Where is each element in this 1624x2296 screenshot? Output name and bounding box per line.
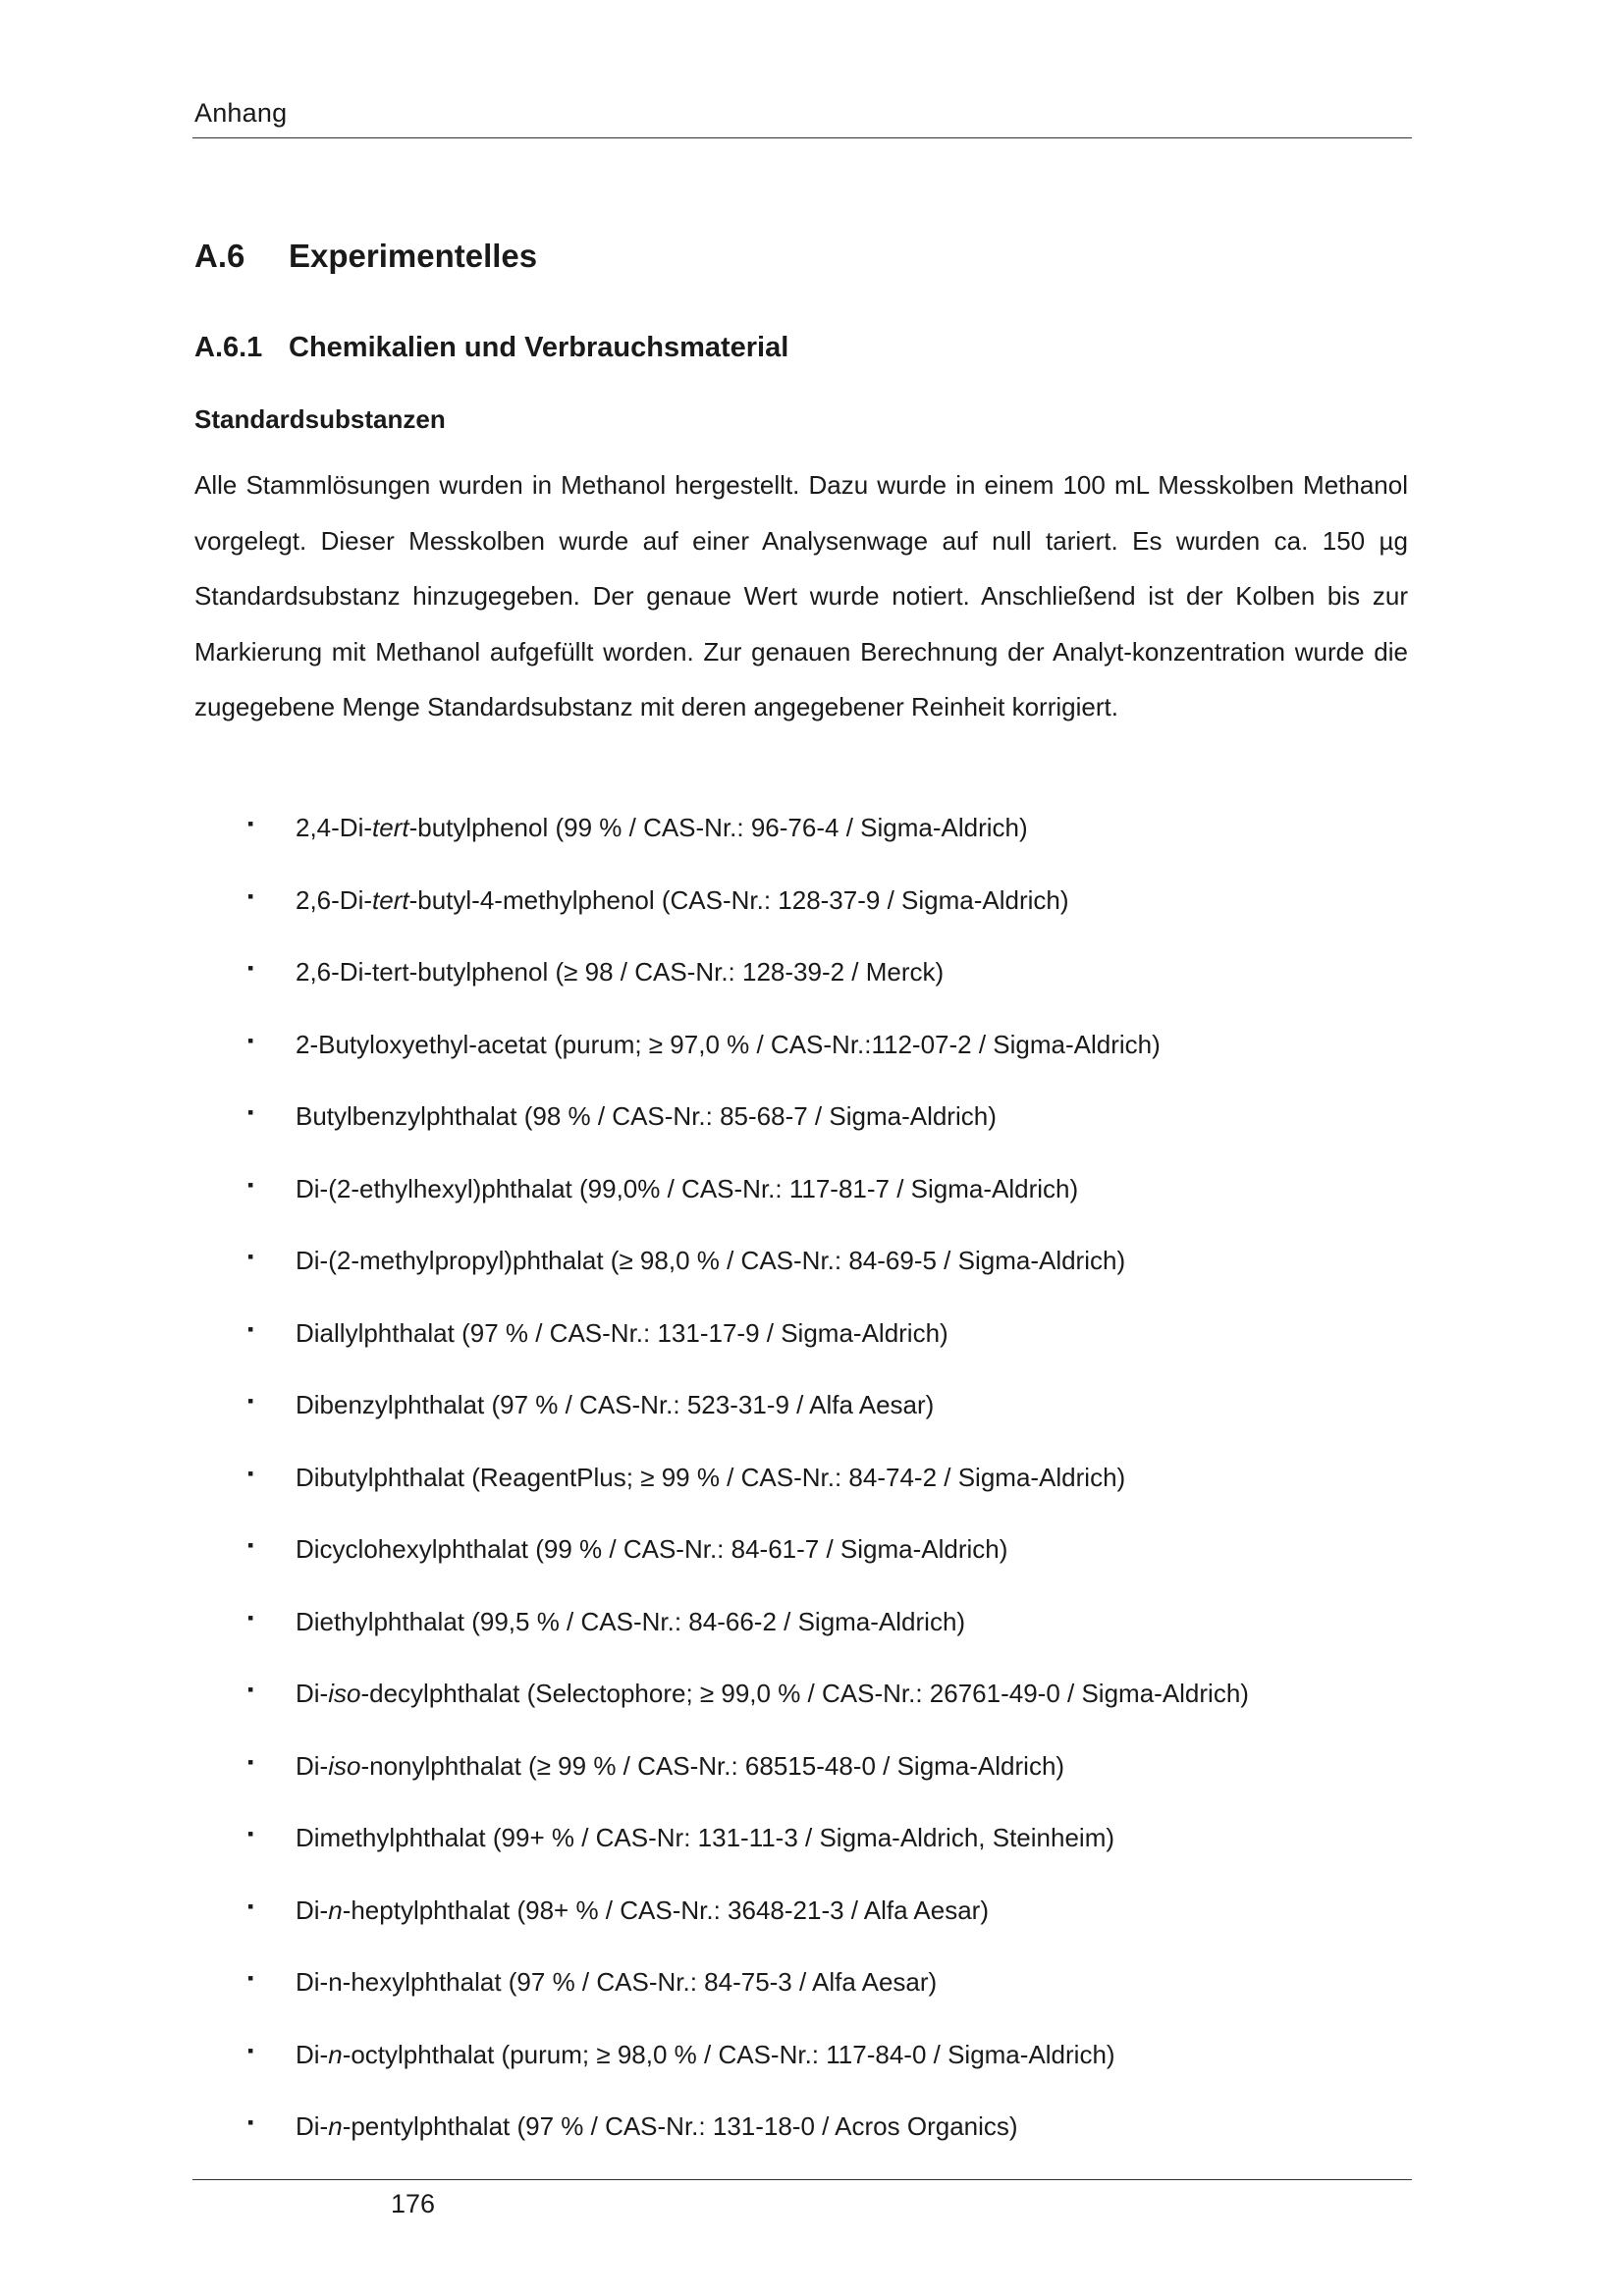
list-item <box>194 2102 1408 2174</box>
bullet-icon: ▪ <box>247 958 254 978</box>
item-text: Diethylphthalat (99,5 % / CAS-Nr.: 84-66-2 / Sigma-Aldrich) <box>296 1606 966 1636</box>
list-item <box>194 1164 1408 1237</box>
bullet-icon: ▪ <box>247 1318 254 1339</box>
list-item <box>194 1957 1408 2030</box>
substance-list <box>194 803 1408 2174</box>
list-item <box>194 947 1408 1020</box>
subsection-number: A.6.1 <box>194 332 263 363</box>
item-italic-text: n <box>328 2111 343 2141</box>
list-item <box>194 2030 1408 2103</box>
item-text: Dicyclohexylphthalat (99 % / CAS-Nr.: 84-61-7 / Sigma-Aldrich) <box>296 1534 1008 1564</box>
list-item <box>194 1886 1408 1958</box>
item-text-continued: -heptylphthalat (98+ % / CAS-Nr.: 3648-21-3 / Alfa Aesar) <box>342 1895 989 1925</box>
footer-rule <box>192 2179 1412 2180</box>
list-item <box>194 1380 1408 1453</box>
item-text: Di-(2-ethylhexyl)phthalat (99,0% / CAS-Nr.: 117-81-7 / Sigma-Aldrich) <box>296 1173 1079 1203</box>
running-header: Anhang <box>194 98 288 128</box>
item-italic-text: iso <box>328 1750 361 1781</box>
item-text: Di- <box>296 2111 329 2141</box>
item-text: Di- <box>296 1895 329 1925</box>
subheading: Standardsubstanzen <box>194 404 446 434</box>
item-text: Di- <box>296 1679 329 1708</box>
bullet-icon: ▪ <box>247 1896 254 1916</box>
bullet-icon: ▪ <box>247 1535 254 1555</box>
list-item <box>194 1524 1408 1597</box>
bullet-icon: ▪ <box>247 1102 254 1122</box>
bullet-icon: ▪ <box>247 885 254 906</box>
bullet-icon: ▪ <box>247 1030 254 1050</box>
subsection-title: Chemikalien und Verbrauchsmaterial <box>289 332 789 363</box>
item-text: 2-Butyloxyethyl-acetat (purum; ≥ 97,0 % / CAS-Nr.:112-07-2 / Sigma-Aldrich) <box>296 1029 1161 1059</box>
list-item <box>194 803 1408 876</box>
subsection-heading <box>194 332 788 364</box>
bullet-icon: ▪ <box>247 1607 254 1628</box>
section-number: A.6 <box>194 238 245 274</box>
list-item <box>194 1236 1408 1308</box>
bullet-icon: ▪ <box>247 1968 254 1988</box>
item-text: 2,4-Di- <box>296 813 373 842</box>
item-text: Di- <box>296 1750 329 1781</box>
list-item <box>194 876 1408 948</box>
item-italic-text: iso <box>328 1679 361 1708</box>
item-text-continued: -butyl-4-methylphenol (CAS-Nr.: 128-37-9 / Sigma-Aldrich) <box>408 884 1069 915</box>
item-text: Di- <box>296 2039 329 2069</box>
list-item <box>194 1308 1408 1381</box>
list-item <box>194 1669 1408 1741</box>
item-text: Di-n-hexylphthalat (97 % / CAS-Nr.: 84-75-3 / Alfa Aesar) <box>296 1967 938 1997</box>
list-item <box>194 1092 1408 1164</box>
item-text-continued: -octylphthalat (purum; ≥ 98,0 % / CAS-Nr.: 117-84-0 / Sigma-Aldrich) <box>342 2039 1115 2069</box>
item-text-continued: -butylphenol (99 % / CAS-Nr.: 96-76-4 / Sigma-Aldrich) <box>408 813 1028 842</box>
item-text: Dibutylphthalat (ReagentPlus; ≥ 99 % / CAS-Nr.: 84-74-2 / Sigma-Aldrich) <box>296 1462 1126 1492</box>
item-text-continued: -pentylphthalat (97 % / CAS-Nr.: 131-18-0 / Acros Organics) <box>342 2111 1018 2141</box>
bullet-icon: ▪ <box>247 1463 254 1483</box>
bullet-icon: ▪ <box>247 2040 254 2060</box>
bullet-icon: ▪ <box>247 2112 254 2132</box>
bullet-icon: ▪ <box>247 814 254 833</box>
section-title: Experimentelles <box>289 238 538 274</box>
header-rule <box>192 137 1412 138</box>
list-item <box>194 1813 1408 1886</box>
list-item <box>194 1597 1408 1670</box>
section-heading <box>194 238 537 275</box>
body-paragraph: Alle Stammlösungen wurden in Methanol hergestellt. Dazu wurde in einem 100 mL Messkolben Methanol vorgelegt. Dieser Messkolben wurde auf einer Analysenwage auf null tariert. Es wurden ca. 150 µg Standardsubstanz hinzugegeben. Der genaue Wert wurde notiert. Anschließend ist der Kolben bis zur Markierung mit Methanol aufgefüllt worden. Zur genauen Berechnung der Analyt-konzentration wurde die zugegebene Menge Standardsubstanz mit deren angegebener Reinheit korrigiert. <box>194 470 1408 721</box>
bullet-icon: ▪ <box>247 1391 254 1411</box>
list-item <box>194 1741 1408 1814</box>
item-text: Di-(2-methylpropyl)phthalat (≥ 98,0 % / CAS-Nr.: 84-69-5 / Sigma-Aldrich) <box>296 1246 1126 1275</box>
item-italic-text: n <box>328 1895 343 1925</box>
page-number: 176 <box>391 2189 436 2218</box>
item-text: 2,6-Di- <box>296 884 373 915</box>
item-italic-text: tert <box>372 884 409 915</box>
item-text: 2,6-Di-tert-butylphenol (≥ 98 / CAS-Nr.: 128-39-2 / Merck) <box>296 957 945 987</box>
bullet-icon: ▪ <box>247 1751 254 1772</box>
item-italic-text: n <box>328 2039 343 2069</box>
bullet-icon: ▪ <box>247 1247 254 1266</box>
item-text: Butylbenzylphthalat (98 % / CAS-Nr.: 85-68-7 / Sigma-Aldrich) <box>296 1101 997 1131</box>
item-text: Diallylphthalat (97 % / CAS-Nr.: 131-17-9 / Sigma-Aldrich) <box>296 1317 948 1348</box>
bullet-icon: ▪ <box>247 1680 254 1699</box>
item-text-continued: -decylphthalat (Selectophore; ≥ 99,0 % / CAS-Nr.: 26761-49-0 / Sigma-Aldrich) <box>360 1679 1249 1708</box>
bullet-icon: ▪ <box>247 1174 254 1195</box>
list-item <box>194 1453 1408 1525</box>
item-text-continued: -nonylphthalat (≥ 99 % / CAS-Nr.: 68515-48-0 / Sigma-Aldrich) <box>360 1750 1065 1781</box>
item-text: Dibenzylphthalat (97 % / CAS-Nr.: 523-31-9 / Alfa Aesar) <box>296 1390 935 1419</box>
bullet-icon: ▪ <box>247 1824 254 1843</box>
list-item <box>194 1020 1408 1093</box>
item-italic-text: tert <box>372 813 409 842</box>
item-text: Dimethylphthalat (99+ % / CAS-Nr: 131-11-3 / Sigma-Aldrich, Steinheim) <box>296 1823 1115 1852</box>
